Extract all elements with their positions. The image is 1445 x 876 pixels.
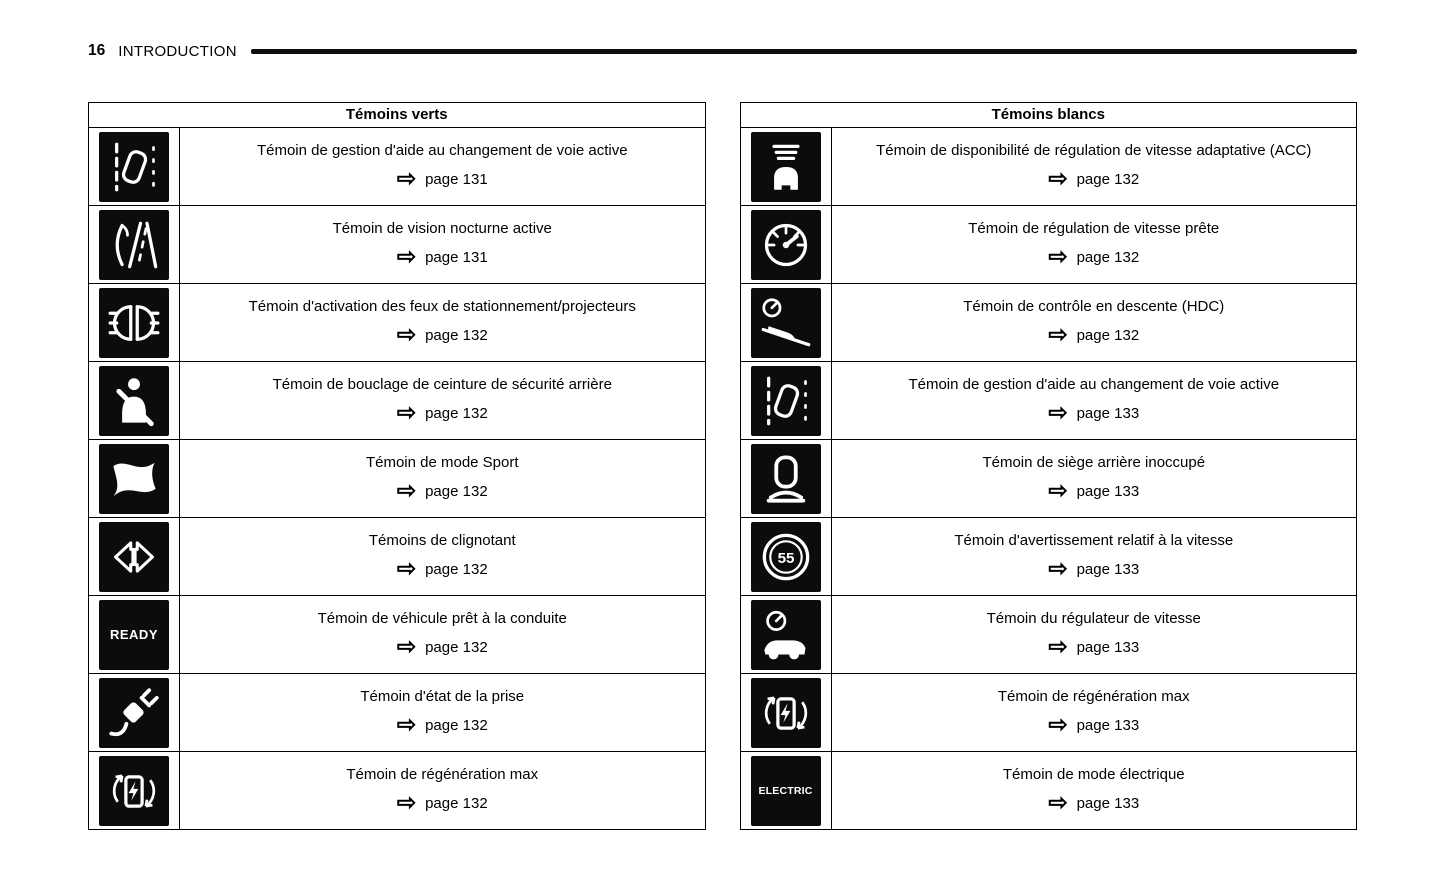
- page-ref: [396, 477, 488, 503]
- icon-cell: [741, 440, 832, 517]
- indicator-row: [89, 517, 705, 595]
- icon-cell: [741, 128, 832, 205]
- icon-cell: [89, 674, 180, 751]
- indicator-label: Témoin de gestion d'aide au changement de voie active: [256, 142, 628, 159]
- page-number-ref: page 132: [1076, 249, 1140, 266]
- indicator-table: [740, 102, 1358, 830]
- indicator-text-cell: [180, 362, 705, 439]
- indicator-label: Témoin d'avertissement relatif à la vitesse: [954, 532, 1234, 549]
- page-ref: [1048, 711, 1140, 737]
- header-rule: [251, 49, 1357, 54]
- indicator-text-cell: [180, 284, 705, 361]
- page-ref: [396, 165, 488, 191]
- icon-cell: [89, 752, 180, 829]
- indicator-row: [89, 595, 705, 673]
- indicator-row: [89, 439, 705, 517]
- rear-seatbelt-icon: [99, 366, 169, 436]
- page-number-ref: page 132: [1076, 171, 1140, 188]
- indicator-label: Témoin de mode Sport: [365, 454, 519, 471]
- page-arrow-icon: ⇨: [396, 789, 417, 815]
- indicator-text-cell: [180, 128, 705, 205]
- ready-text-icon: READY: [99, 600, 169, 670]
- page-arrow-icon: ⇨: [1048, 477, 1068, 503]
- rear-seat-icon: [751, 444, 821, 514]
- page-number-ref: page 133: [1076, 639, 1140, 656]
- page-arrow-icon: ⇨: [1048, 789, 1068, 815]
- indicator-row: [741, 127, 1357, 205]
- page-number-ref: page 132: [425, 639, 488, 656]
- plug-status-icon: [99, 678, 169, 748]
- page-ref: [1048, 321, 1140, 347]
- indicator-label: Témoin d'état de la prise: [360, 688, 525, 705]
- indicator-text-cell: [180, 206, 705, 283]
- parking-lights-icon: [99, 288, 169, 358]
- indicator-row: [89, 127, 705, 205]
- indicator-row: [741, 751, 1357, 829]
- page-arrow-icon: ⇨: [396, 711, 417, 737]
- page-arrow-icon: ⇨: [396, 243, 417, 269]
- icon-cell: [741, 596, 832, 673]
- page-number-ref: page 132: [1076, 327, 1140, 344]
- page-number-ref: page 131: [425, 249, 488, 266]
- page-arrow-icon: ⇨: [1048, 165, 1068, 191]
- indicator-label: Témoin du régulateur de vitesse: [986, 610, 1201, 627]
- acc-available-icon: [751, 132, 821, 202]
- indicator-row: [741, 673, 1357, 751]
- page-arrow-icon: ⇨: [396, 555, 417, 581]
- page-arrow-icon: ⇨: [1048, 711, 1068, 737]
- icon-cell: [741, 518, 832, 595]
- turn-signal-icon: [99, 522, 169, 592]
- indicator-row: [741, 205, 1357, 283]
- indicator-label: Témoin de régénération max: [997, 688, 1190, 705]
- indicator-label: Témoin de disponibilité de régulation de vitesse adaptative (ACC): [876, 142, 1312, 159]
- indicator-label: Témoin de véhicule prêt à la conduite: [317, 610, 567, 627]
- page-number-ref: page 132: [425, 717, 488, 734]
- indicator-text-cell: [832, 128, 1357, 205]
- page-ref: [1048, 477, 1140, 503]
- page-ref: [1048, 633, 1140, 659]
- page-number-ref: page 132: [425, 561, 488, 578]
- icon-cell: [741, 362, 832, 439]
- indicator-label: Témoin de vision nocturne active: [332, 220, 552, 237]
- icon-cell: [89, 518, 180, 595]
- page-ref: [396, 633, 488, 659]
- page-ref: [1048, 399, 1140, 425]
- page-ref: [1048, 243, 1140, 269]
- page-arrow-icon: ⇨: [1048, 633, 1068, 659]
- icon-cell: [741, 206, 832, 283]
- indicator-label: Témoin de gestion d'aide au changement de voie active: [908, 376, 1280, 393]
- indicator-label: Témoin de régulation de vitesse prête: [968, 220, 1220, 237]
- page-header: [88, 42, 1357, 60]
- indicator-row: [741, 517, 1357, 595]
- svg-text:55: 55: [777, 549, 794, 567]
- indicator-text-cell: [832, 440, 1357, 517]
- page-arrow-icon: ⇨: [1048, 321, 1068, 347]
- hill-descent-icon: [751, 288, 821, 358]
- page-ref: [396, 399, 488, 425]
- speedometer-icon: [751, 210, 821, 280]
- indicator-text-cell: [832, 596, 1357, 673]
- indicator-label: Témoin de siège arrière inoccupé: [982, 454, 1206, 471]
- electric-text-icon: ELECTRIC: [751, 756, 821, 826]
- page-arrow-icon: ⇨: [396, 399, 417, 425]
- page-ref: [396, 243, 488, 269]
- page-ref: [396, 555, 488, 581]
- speed-warning-icon: [751, 522, 821, 592]
- indicator-row: [741, 595, 1357, 673]
- regen-max-icon: [99, 756, 169, 826]
- page-number-ref: page 133: [1076, 483, 1140, 500]
- page-arrow-icon: ⇨: [1048, 555, 1068, 581]
- indicator-label: Témoin d'activation des feux de stationnement/projecteurs: [248, 298, 636, 315]
- indicator-text-cell: [832, 674, 1357, 751]
- cruise-control-icon: [751, 600, 821, 670]
- indicator-text-cell: [180, 518, 705, 595]
- page-arrow-icon: ⇨: [396, 633, 417, 659]
- icon-cell: [89, 206, 180, 283]
- indicator-label: Témoin de régénération max: [346, 766, 539, 783]
- indicator-row: [89, 283, 705, 361]
- page-ref: [1048, 165, 1140, 191]
- page-number-ref: page 132: [425, 405, 488, 422]
- indicator-row: [741, 439, 1357, 517]
- indicator-tables: [88, 102, 1357, 830]
- icon-cell: [89, 362, 180, 439]
- regen-max-icon: [751, 678, 821, 748]
- page-number-ref: page 133: [1076, 717, 1140, 734]
- lane-change-assist-icon: [99, 132, 169, 202]
- icon-cell: [89, 128, 180, 205]
- page-number-ref: page 132: [425, 795, 488, 812]
- page-ref: [1048, 555, 1140, 581]
- indicator-row: [89, 751, 705, 829]
- indicator-row: [89, 673, 705, 751]
- icon-cell: [89, 284, 180, 361]
- page-number-ref: page 132: [425, 483, 488, 500]
- page-number-ref: page 133: [1076, 405, 1140, 422]
- indicator-text-cell: [180, 674, 705, 751]
- indicator-text-cell: [832, 206, 1357, 283]
- page-ref: [396, 321, 488, 347]
- page-ref: [396, 789, 488, 815]
- page-arrow-icon: ⇨: [1048, 399, 1068, 425]
- page-ref: [396, 711, 488, 737]
- page-arrow-icon: ⇨: [396, 477, 417, 503]
- indicator-text-cell: [832, 362, 1357, 439]
- indicator-text-cell: [180, 752, 705, 829]
- indicator-label: Témoin de bouclage de ceinture de sécurité arrière: [272, 376, 612, 393]
- icon-cell: [741, 752, 832, 829]
- page-arrow-icon: ⇨: [396, 165, 417, 191]
- icon-cell: [89, 596, 180, 673]
- indicator-label: Témoins de clignotant: [368, 532, 516, 549]
- indicator-text-cell: [180, 596, 705, 673]
- indicator-row: [741, 283, 1357, 361]
- icon-cell: [741, 674, 832, 751]
- page-number-ref: page 133: [1076, 561, 1140, 578]
- page-ref: [1048, 789, 1140, 815]
- page-number: 16: [88, 42, 106, 59]
- indicator-table: [88, 102, 706, 830]
- indicator-text-cell: [832, 518, 1357, 595]
- indicator-text-cell: [180, 440, 705, 517]
- indicator-label: Témoin de mode électrique: [1002, 766, 1185, 783]
- lane-change-assist-icon: [751, 366, 821, 436]
- page-title: INTRODUCTION: [118, 42, 237, 60]
- page-number-ref: page 133: [1076, 795, 1140, 812]
- indicator-label: Témoin de contrôle en descente (HDC): [963, 298, 1225, 315]
- table-title: Témoins verts: [345, 106, 448, 123]
- indicator-row: [89, 205, 705, 283]
- indicator-row: [741, 361, 1357, 439]
- page-number-ref: page 132: [425, 327, 488, 344]
- sport-flag-icon: [99, 444, 169, 514]
- icon-cell: [741, 284, 832, 361]
- page-number-ref: page 131: [425, 171, 488, 188]
- indicator-row: [89, 361, 705, 439]
- icon-cell: [89, 440, 180, 517]
- indicator-text-cell: [832, 284, 1357, 361]
- indicator-text-cell: [832, 752, 1357, 829]
- table-title: Témoins blancs: [991, 106, 1105, 123]
- page-arrow-icon: ⇨: [1048, 243, 1068, 269]
- night-vision-icon: [99, 210, 169, 280]
- page-arrow-icon: ⇨: [396, 321, 417, 347]
